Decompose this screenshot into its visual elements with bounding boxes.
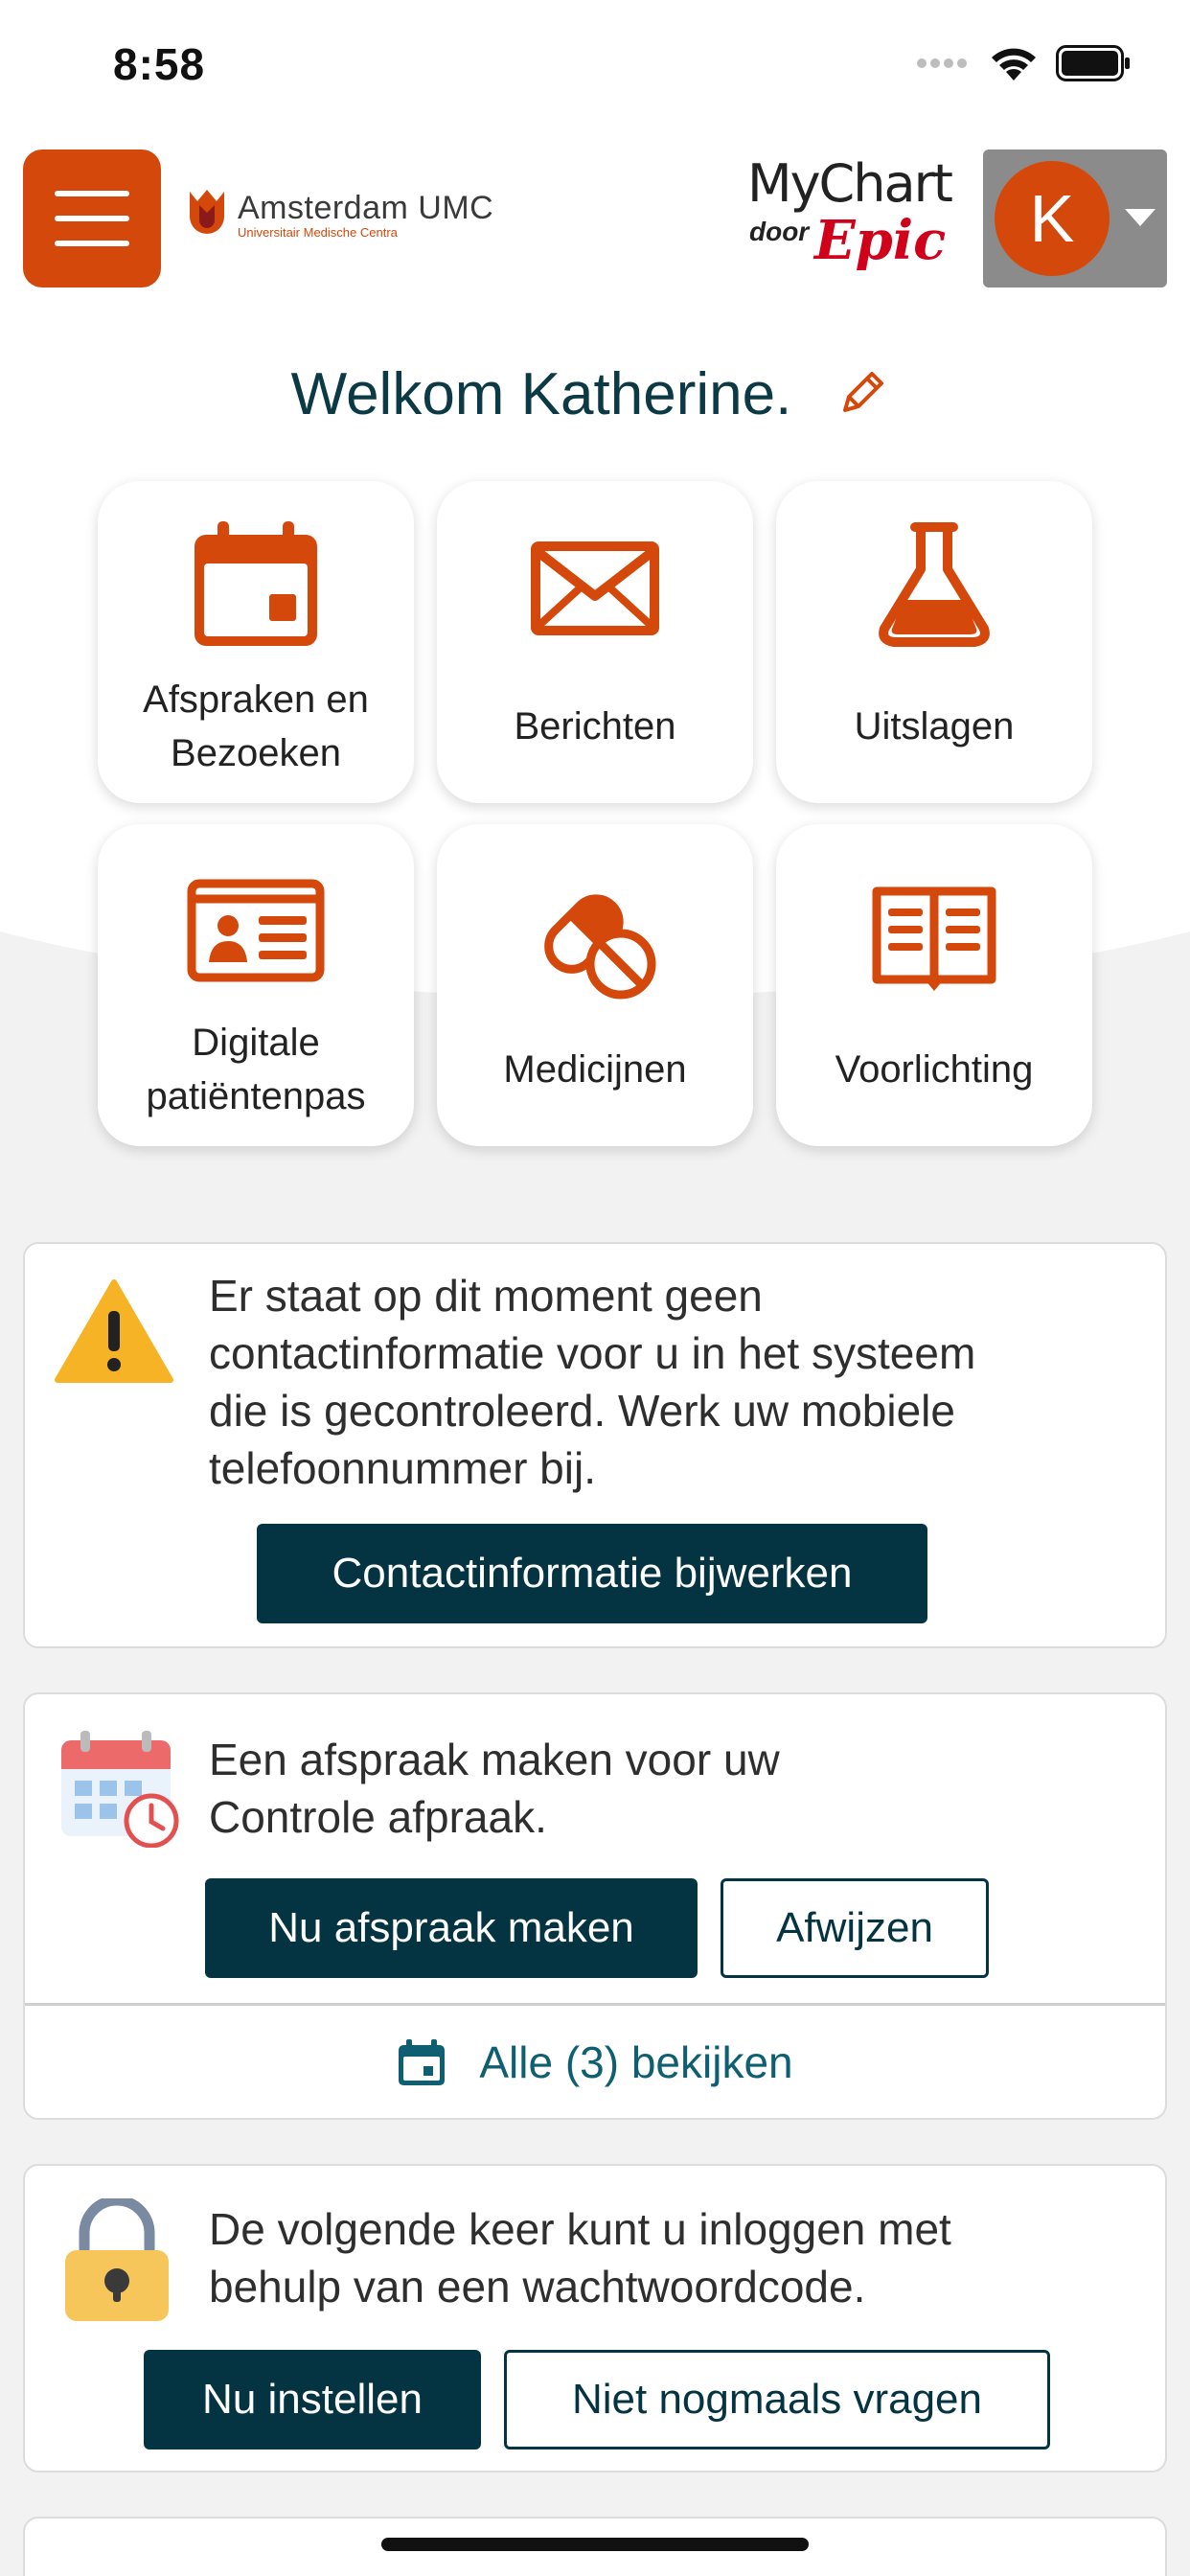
tile-label: Medicijnen — [503, 1048, 687, 1091]
status-time: 8:58 — [113, 39, 206, 89]
tile-results[interactable] — [776, 481, 1092, 803]
envelope-icon — [530, 519, 660, 650]
calendar-icon — [191, 519, 321, 650]
tile-education[interactable] — [776, 824, 1092, 1146]
mychart-label: MyChart — [747, 153, 951, 214]
text-line: Controle afpraak. — [209, 1792, 547, 1842]
passcode-card — [23, 2164, 1167, 2472]
epic-label: Epic — [814, 209, 947, 272]
text-line: contactinformatie voor u in het systeem — [209, 1328, 976, 1378]
tile-label-line: patiëntenpas — [146, 1075, 366, 1117]
tile-medications[interactable] — [437, 824, 753, 1146]
update-contact-button[interactable]: Contactinformatie bijwerken — [257, 1524, 927, 1623]
text-line: Er staat op dit moment geen — [209, 1271, 763, 1321]
chevron-down-icon — [1125, 209, 1156, 226]
id-card-icon — [186, 862, 326, 993]
tile-label-line: Digitale — [192, 1022, 320, 1064]
hospital-name: Amsterdam UMC — [238, 190, 494, 226]
door-label: door — [749, 217, 810, 246]
appointment-text — [209, 1731, 1127, 1846]
schedule-appointment-button[interactable]: Nu afspraak maken — [205, 1878, 698, 1978]
text-line: telefoonnummer bij. — [209, 1443, 596, 1493]
battery-icon — [1056, 45, 1131, 81]
menu-button[interactable] — [23, 150, 161, 288]
account-switcher[interactable] — [983, 150, 1167, 288]
view-all-link[interactable] — [25, 2005, 1165, 2120]
flask-icon — [869, 519, 999, 650]
tile-label: Uitslagen — [854, 705, 1015, 748]
menu-bar — [55, 216, 129, 221]
contact-info-text — [209, 1267, 1127, 1497]
lock-icon — [61, 2198, 172, 2323]
text-line: die is gecontroleerd. Werk uw mobiele — [209, 1386, 955, 1436]
signal-icon — [916, 57, 972, 70]
tile-appointments[interactable] — [98, 481, 414, 803]
wifi-icon — [989, 44, 1039, 82]
hospital-logo — [186, 188, 493, 242]
tile-label — [107, 1016, 404, 1123]
hospital-subtitle: Universitair Medische Centra — [238, 225, 398, 240]
book-icon — [869, 862, 999, 993]
setup-now-button[interactable]: Nu instellen — [144, 2350, 481, 2450]
tile-patient-card[interactable] — [98, 824, 414, 1146]
appointment-card — [23, 1692, 1167, 2120]
mychart-logo — [747, 153, 949, 278]
avatar: K — [995, 161, 1110, 276]
warning-icon — [54, 1278, 174, 1386]
pencil-icon[interactable] — [835, 366, 889, 420]
calendar-small-icon — [397, 2037, 446, 2087]
menu-bar — [55, 241, 129, 246]
status-icons — [916, 44, 1131, 82]
tulip-icon — [186, 188, 228, 242]
tile-label: Berichten — [514, 705, 676, 748]
decline-button[interactable]: Afwijzen — [721, 1878, 989, 1978]
text-line: Een afspraak maken voor uw — [209, 1735, 780, 1784]
welcome-title: Welkom Katherine. — [290, 361, 792, 427]
tile-label-line: Bezoeken — [171, 732, 341, 774]
home-indicator[interactable] — [381, 2538, 809, 2551]
pill-icon — [525, 862, 665, 1002]
text-line: behulp van een wachtwoordcode. — [209, 2262, 866, 2312]
menu-bar — [55, 191, 129, 196]
tile-messages[interactable] — [437, 481, 753, 803]
view-all-label: Alle (3) bekijken — [479, 2037, 793, 2087]
text-line: De volgende keer kunt u inloggen met — [209, 2204, 951, 2254]
calendar-clock-icon — [59, 1727, 180, 1848]
tile-label — [107, 673, 404, 780]
tile-label-line: Afspraken en — [143, 678, 369, 721]
dont-ask-again-button[interactable]: Niet nogmaals vragen — [504, 2350, 1050, 2450]
tile-label: Voorlichting — [835, 1048, 1034, 1091]
passcode-text — [209, 2200, 1127, 2315]
contact-info-card — [23, 1242, 1167, 1648]
